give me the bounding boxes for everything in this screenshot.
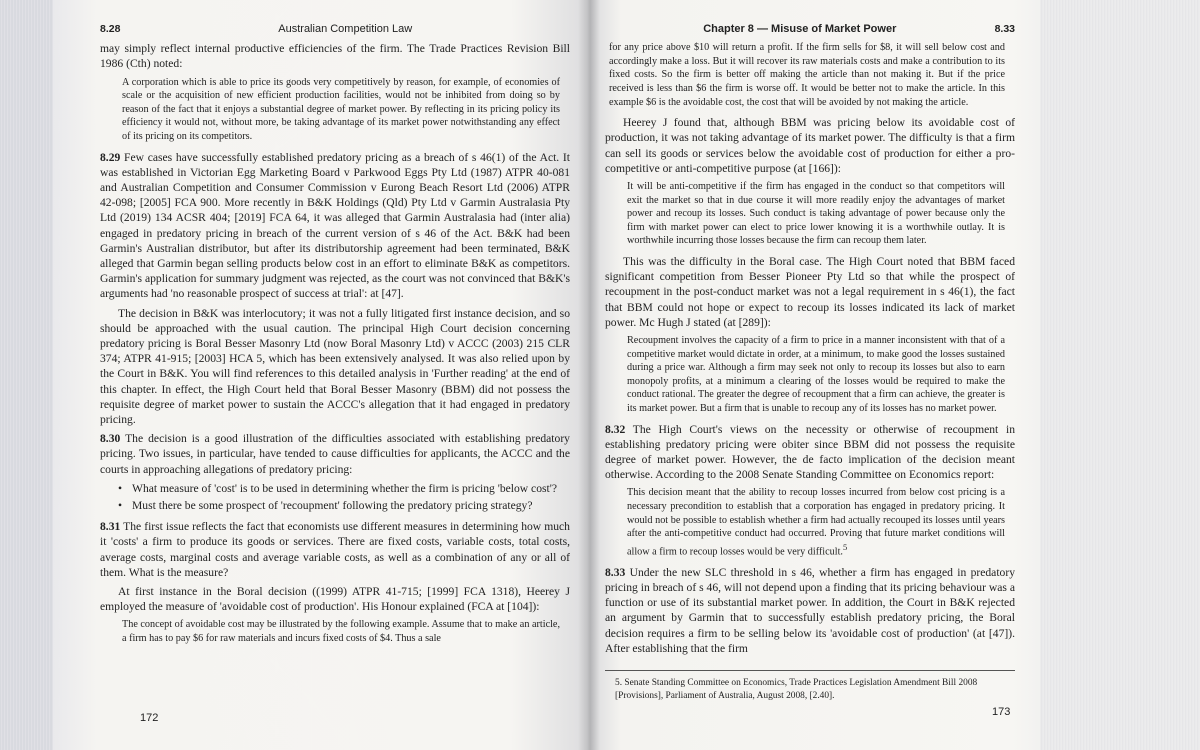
bullet-item: • What measure of 'cost' is to be used in determining whether the firm is pricing 'below cost'? bbox=[118, 481, 570, 496]
paragraph-8-30 bbox=[100, 431, 570, 477]
paragraph-text: The High Court's views on the necessity or otherwise of recoupment in establishing predatory pricing were obiter since BBM did not possess the requisite degree of market power. However, the de facto implication of the decision meant otherwise. According to the 2008 Senate Standing Committee on Economics report: bbox=[605, 422, 1015, 482]
paragraph-text: The first issue reflects the fact that economists use different measures in determining how much it 'costs' a firm to produce its goods or services. There are fixed costs, variable costs, total costs, average costs, marginal costs and average variable costs, as well as a combination of any or all of them. What is the measure? bbox=[100, 520, 570, 579]
block-quote-3: It will be anti-competitive if the firm has engaged in the conduct so that competitors will exit the market so that in due course it will more readily enjoy the advantages of market power and recoup its losses. Such conduct is taking advantage of power because only the firm with market power can elect to price lower knowing it is a worthwhile outlay. It is worthwhile incurring those losses because the firm can recoup them later. bbox=[627, 180, 1005, 247]
section-number: 8.29 bbox=[100, 150, 121, 164]
section-number: 8.33 bbox=[605, 565, 626, 579]
block-quote-4: Recoupment involves the capacity of a firm to price in a manner inconsistent with that of a competitive market would dictate in order, at a minimum, to make good the losses sustained during a price war. Although a firm may seek not only to recoup its losses but also to earn monopoly profits, at a minimum a clearing of the losses would be required to make the conduct rational. The greater the degree of recoupment that a firm can achieve, the greater is its market power. But a firm that is unable to recoup any of its losses has no market power. bbox=[627, 334, 1005, 414]
paragraph-8-31 bbox=[100, 519, 570, 580]
left-running-head bbox=[100, 22, 570, 37]
paragraph-boral: This was the difficulty in the Boral case. The High Court noted that BBM faced significant competition from Besser Pioneer Pty Ltd so that while the prospect of recoupment in the post-conduct market was not a legal requirement in s 46(1), the fact that BBM could not hope or expect to recoup its losses indicated its lack of market power. Mc Hugh J stated (at [289]): bbox=[605, 254, 1015, 329]
left-page-number: 172 bbox=[140, 712, 159, 724]
footnote-divider bbox=[605, 670, 1015, 671]
right-page-number: 173 bbox=[992, 706, 1011, 718]
paragraph-8-33 bbox=[605, 565, 1015, 656]
paragraph-text: Few cases have successfully established predatory pricing as a breach of s 46(1) of the Act. It was established in Victorian Egg Marketing Board v Parkwood Eggs Pty Ltd (1987) ATPR 40-081 and Australian Competition and Consumer Commission v Eurong Beach Resort Ltd (2006) ATPR 42-098; [2005] FCA 900. More recently in B&K Holdings (Qld) Pty Ltd v Garmin Australasia Pty Ltd (2019) 134 ACSR 404; [2019] FCA 64, it was alleged that Garmin Australasia had (inter alia) engaged in predatory pricing in breach of the current version of s 46 of the Act. B&K had been Garmin's Australian distributor, but after its distributorship agreement had been terminated, B&K alleged that Garmin began selling products below cost in an effort to eliminate B&K as competitors. Garmin's application for summary judgment was rejected, as the court was not convinced that B&K's arguments had 'no reasonable prospect of success at trial': at [47]. bbox=[100, 150, 570, 301]
quote-text: This decision meant that the ability to recoup losses incurred from below cost pricing is a necessary precondition to establish that a corporation has engaged in predatory pricing. It would not be possible to establish whether a firm had actually recouped its losses until years after the anti-competitive conduct had occurred. Proving that future market conditions will allow a firm to recoup losses would be very difficult. bbox=[627, 487, 1005, 558]
right-para-ref: 8.33 bbox=[994, 23, 1015, 35]
left-running-title: Australian Competition Law bbox=[278, 23, 413, 35]
paragraph-8-31-cont: At first instance in the Boral decision ((1999) ATPR 41-715; [1999] FCA 1318), Heerey J employed the measure of 'avoidable cost of production'. His Honour explained (FCA at [104]): bbox=[100, 585, 570, 614]
intro-paragraph: may simply reflect internal productive efficiencies of the firm. The Trade Practices Revision Bill 1986 (Cth) noted: bbox=[100, 42, 570, 71]
paragraph-8-29 bbox=[100, 150, 570, 302]
paragraph-heerey: Heerey J found that, although BBM was pricing below its avoidable cost of production, it was not taking advantage of its market power. The difficulty is that a firm can sell its goods or services below the avoidable cost of production for either a pro-competitive or anti-competitive purpose (at [166]): bbox=[605, 116, 1015, 175]
left-para-ref: 8.28 bbox=[100, 23, 121, 35]
paragraph-text: Under the new SLC threshold in s 46, whether a firm has engaged in predatory pricing in breach of s 46, will not depend upon a finding that its pricing behaviour was a function or use of its substantial market power. In addition, the Court in B&K rejected an argument by Garmin that to successfully establish predatory pricing, the Boral decision requires a firm to be selling below its 'avoidable cost of production' (at [47]). After establishing that the firm bbox=[605, 565, 1015, 655]
paragraph-text: The decision is a good illustration of the difficulties associated with establishing predatory pricing. Two issues, in particular, have tended to cause difficulties for applicants, the ACCC and the courts in approaching allegations of predatory pricing: bbox=[100, 432, 570, 476]
paragraph-8-32 bbox=[605, 422, 1015, 483]
paragraph-8-29-cont: The decision in B&K was interlocutory; it was not a fully litigated first instance decision, and so should be approached with the usual caution. The principal High Court decision concerning predatory pricing is Boral Besser Masonry Ltd (now Boral Masonry Ltd) v ACCC (2003) 215 CLR 374; ATPR 41-915; [2003] HCA 5, which has been extensively analysed. It was also relied upon by the Court in B&K. You will find references to this detailed analysis in 'Further reading' at the end of this chapter. In effect, the High Court held that Boral Besser Masonry (BBM) did not possess the requisite degree of market power to sustain the ACCC's allegation that it had engaged in predatory pricing. bbox=[100, 306, 570, 427]
right-running-head bbox=[605, 22, 1015, 37]
section-number: 8.31 bbox=[100, 520, 121, 534]
bullet-item: • Must there be some prospect of 'recoupment' following the predatory pricing strategy? bbox=[118, 498, 570, 513]
right-page-edges bbox=[1040, 0, 1200, 750]
block-quote-continued: for any price above $10 will return a profit. If the firm sells for $8, it will sell below cost and accordingly make a loss. But it will recover its raw materials costs and make a contribution to its fixed costs. So the firm is better off making the article than not making it. But if the price received is less than $6 the firm is worse off. It would be better not to make the article. In this example $6 is the avoidable cost, the cost that will be avoided by not making the article. bbox=[609, 42, 1005, 108]
bullet-list bbox=[118, 481, 570, 513]
left-page-content bbox=[100, 22, 570, 652]
right-running-title: Chapter 8 — Misuse of Market Power bbox=[703, 23, 897, 35]
block-quote-2: The concept of avoidable cost may be illustrated by the following example. Assume that to make an article, a firm has to pay $6 for raw materials and incurs fixed costs of $4. Thus a sale bbox=[122, 619, 560, 645]
block-quote-1: A corporation which is able to price its goods very competitively by reason, for example, of economies of scale or the acquisition of new efficient production facilities, would not be inhibited from doing so by reason of the fact that it enjoys a substantial degree of market power. By reflecting in its pricing policy its efficiency it would not, without more, be taking advantage of its market power notwithstanding any effect of its pricing on its competitors. bbox=[122, 76, 560, 142]
book-gutter bbox=[578, 0, 600, 750]
section-number: 8.30 bbox=[100, 432, 121, 446]
footnote-marker: 5 bbox=[842, 541, 848, 552]
section-number: 8.32 bbox=[605, 422, 626, 436]
footnote: 5. Senate Standing Committee on Economics, Trade Practices Legislation Amendment Bill 2008 [Provisions], Parliament of Australia, August 2008, [2.40]. bbox=[615, 677, 978, 701]
block-quote-5 bbox=[627, 486, 1005, 558]
right-page-content bbox=[605, 22, 1015, 702]
